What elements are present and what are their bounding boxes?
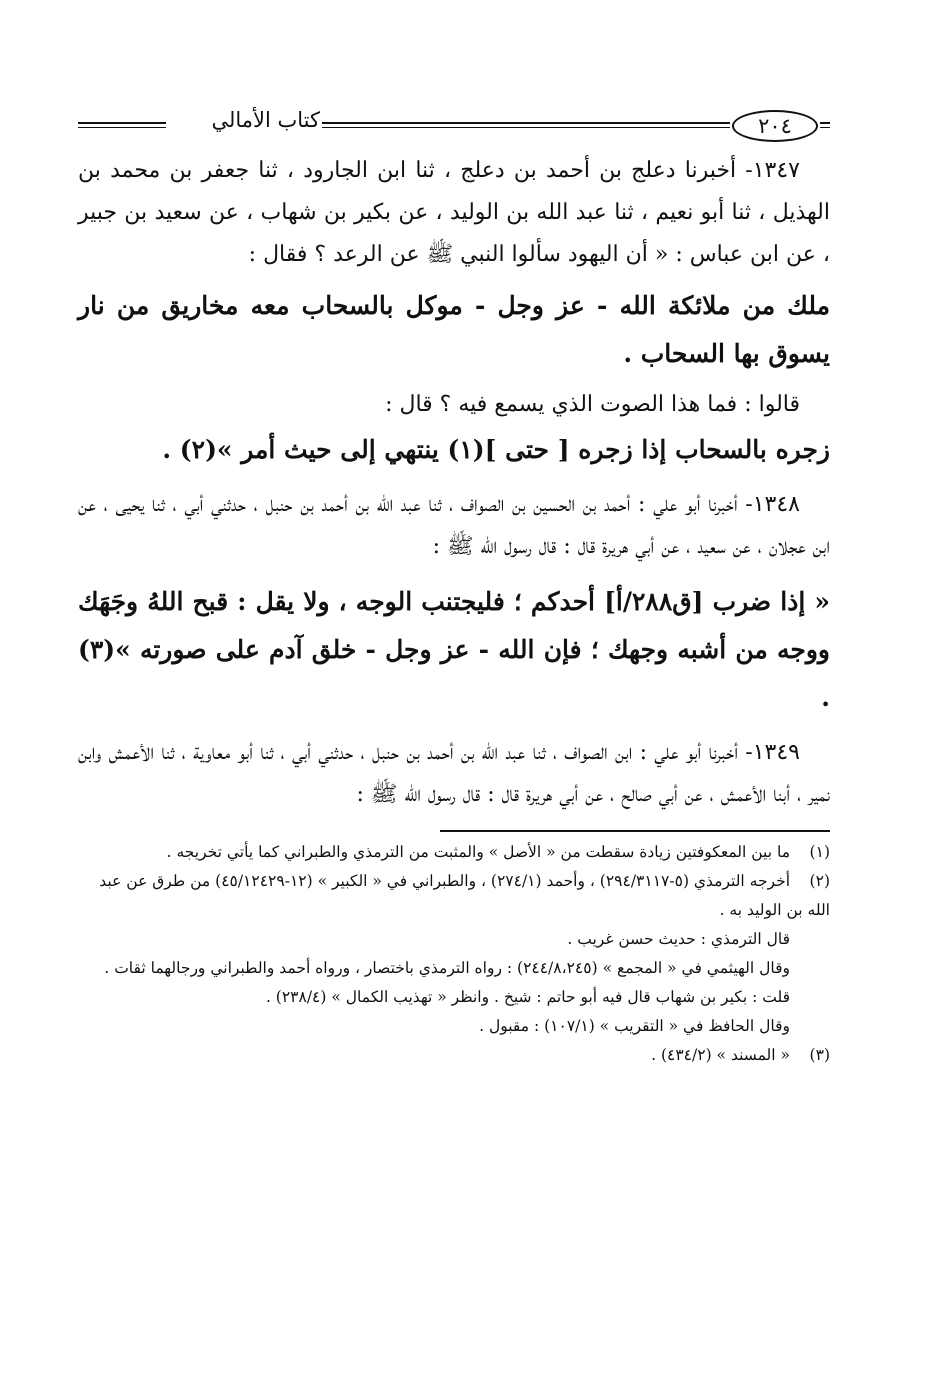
- hadith-1347-isnad: ١٣٤٧- أخبرنا دعلج بن أحمد بن دعلج ، ثنا ابن الجارود ، ثنا جعفر بن محمد بن الهذيل ، ثنا أبو نعيم ، ثنا عبد الله بن الوليد ، عن بكير بن شهاب ، عن سعيد بن جبير ، عن ابن عباس : « أن اليهود سألوا النبي ﷺ عن الرعد ؟ فقال :: [78, 158, 830, 267]
- footnote-1-text: ما بين المعكوفتين زيادة سقطت من « الأصل » والمثبت من الترمذي والطبراني كما يأتي تخريجه .: [166, 843, 790, 861]
- header-rule-left: [78, 122, 166, 128]
- hadith-1347-text: ملك من ملائكة الله - عز وجل - موكل بالسحاب معه مخاريق من نار يسوق بها السحاب .: [78, 291, 830, 368]
- footnote-1-number: (١): [809, 843, 830, 861]
- footnote-separator: [440, 830, 830, 832]
- page-header: [78, 100, 830, 150]
- footnote-1: [78, 838, 830, 867]
- footnote-2: [78, 867, 830, 925]
- footnote-2-number: (٢): [809, 872, 830, 890]
- hadith-1347-answer: زجره بالسحاب إذا زجره [ حتى ](١) ينتهي إلى حيث أمر »(٢) .: [162, 435, 830, 464]
- footnote-3: [78, 1041, 830, 1070]
- book-title: كتاب الأمالي: [211, 108, 320, 132]
- header-rule-middle: [322, 122, 730, 128]
- page-number: ٢٠٤: [732, 110, 818, 142]
- footnote-2-text: أخرجه الترمذي (٥-٢٩٤/٣١١٧) ، وأحمد (٢٧٤/١) ، والطبراني في « الكبير » (١٢-٤٥/١٢٤٢٩) من طرق عن عبد الله بن الوليد به .: [99, 872, 830, 919]
- footnote-2-haythami: وقال الهيثمي في « المجمع » (٢٤٤/٨،٢٤٥) : رواه الترمذي باختصار ، ورواه أحمد والطبراني ورجالهما ثقات .: [104, 959, 790, 977]
- hadith-1347-question: قالوا : فما هذا الصوت الذي يسمع فيه ؟ قال :: [385, 392, 800, 417]
- footnote-2-note: قلت : بكير بن شهاب قال فيه أبو حاتم : شيخ . وانظر « تهذيب الكمال » (٢٣٨/٤) .: [265, 988, 790, 1006]
- footnotes: [78, 838, 830, 1070]
- hadith-1348-text: « إذا ضرب [ق٢٨٨/أ] أحدكم ؛ فليجتنب الوجه ، ولا يقل : قبح اللهُ وجَهَك ووجه من أشبه وجهك ؛ فإن الله - عز وجل - خلق آدم على صورته »(٣) .: [78, 587, 830, 712]
- hadith-1349-isnad: ١٣٤٩- أخبرنا أبو علي : ابن الصواف ، ثنا عبد الله بن أحمد بن حنبل ، حدثني أبي ، ثنا أبو معاوية ، ثنا الأعمش وابن نمير ، أبنا الأعمش ، عن أبي صالح ، عن أبي هريرة قال : قال رسول الله ﷺ :: [78, 740, 830, 807]
- book-page: [78, 100, 830, 1070]
- footnote-3-text: « المسند » (٤٣٤/٢) .: [651, 1046, 790, 1064]
- header-rule-right: [820, 122, 830, 128]
- hadith-1348-isnad: ١٣٤٨- أخبرنا أبو علي : أحمد بن الحسين بن الصواف ، ثنا عبد الله بن أحمد بن حنبل ، حدثني أبي ، ثنا يحيى ، عن ابن عجلان ، عن سعيد ، عن أبي هريرة قال : قال رسول الله ﷺ :: [78, 492, 830, 559]
- footnote-3-number: (٣): [809, 1046, 830, 1064]
- footnote-2-hafiz: وقال الحافظ في « التقريب » (١٠٧/١) : مقبول .: [479, 1017, 790, 1035]
- footnote-2-tirmidhi: قال الترمذي : حديث حسن غريب .: [567, 930, 790, 948]
